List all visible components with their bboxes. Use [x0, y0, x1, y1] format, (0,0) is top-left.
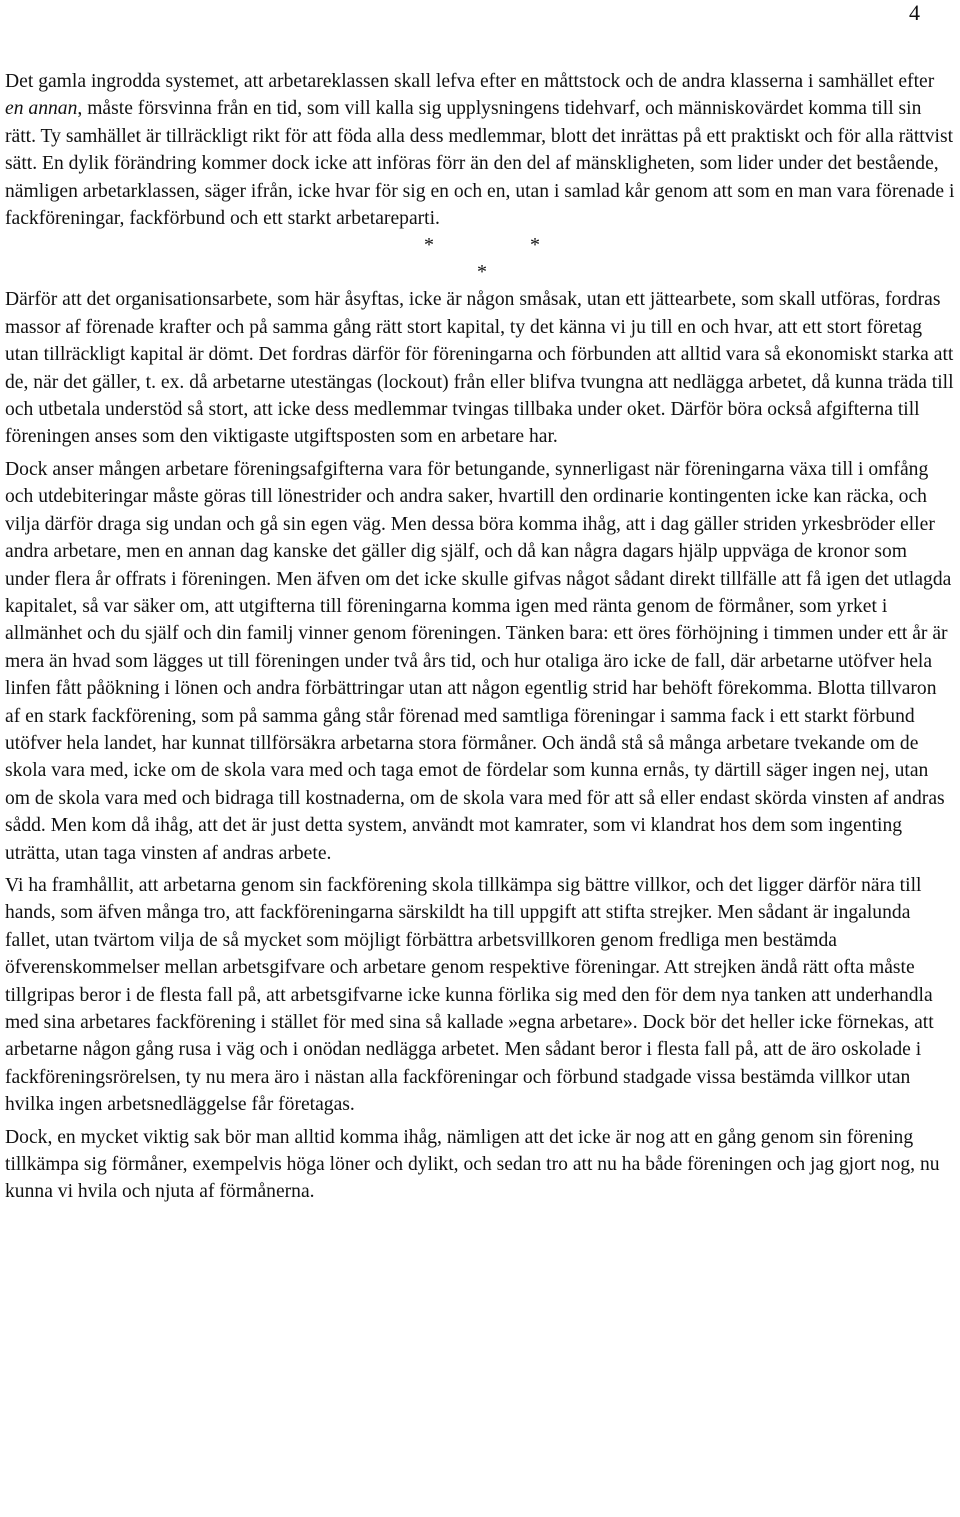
paragraph-1-text-b: , måste försvinna från en tid, som vill kalla sig upplysningens tidehvarf, och människovärdet komma till sin rätt. Ty samhället är tillräckligt rikt för att föda alla dess medlemmar, blott det inrättas på ett praktiskt och för alla rättvist sätt. En dylik förändring kommer dock icke att införas förr än den del af mänskligheten, som lider under det bestående, nämligen arbetarklassen, säger ifrån, icke hvar för sig en och en, utan i samlad kår genom att som en man vara förenade i fackföreningar, fackförbund och ett starkt arbetareparti.: [5, 98, 955, 230]
paragraph-1-emphasis: en annan: [5, 98, 78, 120]
separator-star-1: *: [424, 234, 434, 257]
paragraph-5: Dock, en mycket viktig sak bör man alltid komma ihåg, nämligen att det icke är nog att en gång genom sin förening tillkämpa sig förmåner, exempelvis höga löner och dylikt, och sedan tro att nu ha både föreningen och jag gjort nog, nu kunna vi hvila och njuta af förmånerna.: [5, 1126, 940, 1203]
separator-star-2: *: [530, 234, 540, 257]
paragraph-1: [5, 68, 955, 232]
paragraph-3: Dock anser mången arbetare föreningsafgifterna vara för betungande, synnerligast när föreningarna växa till i omfång och utdebiteringar måste göras till lönestrider och andra saker, hvartill den ordinarie kontingenten icke kan räcka, och vilja därför draga sig undan och gå sin egen väg. Men dessa böra komma ihåg, att i dag gäller striden yrkesbröder eller andra arbetare, men en annan dag kanske det gäller dig själf, och då kan några dagars hjälp uppväga de kronor som under flera år offrats i föreningen. Men äfven om det icke skulle gifvas något sådant direkt tillfälle att få igen det utlagda kapitalet, så var säker om, att utgifterna till föreningarna komma igen med ränta genom de förmåner, som yrket i allmänhet och du själf och din familj vinner genom föreningen. Tänken bara: ett öres förhöjning i timmen under ett år är mera än hvad som lägges ut till föreningen under två års tid, och hur otaliga äro icke de fall, där arbetarne utöfver hela linfen fått påökning i lönen och andra förbättringar utan att någon egentlig strid har behöft förekomma. Blotta tillvaron af en stark fackförening, som på samma gång står förenad med samtliga föreningar i samma fack i ett starkt förbund utöfver hela landet, har kunnat tillförsäkra arbetarna stora förmåner. Och ändå stå så många arbetare tvekande om de skola vara med, icke om de skola vara med och taga emot de fördelar som kunna ernås, ty därtill säger ingen nej, utan om de skola vara med och bidraga till kostnaderna, om de skola vara med för att så eller endast skörda vinsten af andras sådd. Men kom då ihåg, att det är just detta system, användt mot kamrater, som vi klandrat hos dem som ingenting uträtta, utan taga vinsten af andras arbete.: [5, 458, 952, 864]
paragraph-2: Därför att det organisationsarbete, som här åsyftas, icke är någon småsak, utan ett jättearbete, som skall utföras, fordras massor af förenade krafter och på samma gång rätt stort kapital, ty det känna vi ju till en och hvar, att ett stort företag utan tillräckligt kapital är dömt. Det fordras därför för föreningarna och förbunden att alltid vara så ekonomiskt starka att de, när det gäller, t. ex. då arbetarne utestängas (lockout) från eller blifva tvungna att nedlägga arbetet, då kunna träda till och utbetala understöd så stort, att icke dess medlemmar tvingas tillbaka under oket. Därför böra också afgifterna till föreningen anses som den viktigaste utgiftsposten som en arbetare har.: [5, 289, 954, 448]
paragraph-4: Vi ha framhållit, att arbetarna genom sin fackförening skola tillkämpa sig bättre villkor, och det ligger därför nära till hands, som äfven många tro, att fackföreningarna särskildt ha till uppgift att stifta strejker. Men sådant är ingalunda fallet, utan tvärtom vilja de så mycket som möjligt förbättra arbetsvillkoren genom fredliga men bestämda öfverenskommelser mellan arbetsgifvare och arbetare genom respektive föreningar. Att strejken ändå rätt ofta måste tillgripas beror i de flesta fall på, att arbetsgifvarne icke kunna förlika sig med den för dem nya tanken att underhandla med sina arbetares fackförening i stället för med sina så kallade »egna arbetare». Dock bör det heller icke förnekas, att arbetarne någon gång rusa i väg och i onödan nedlägga arbetet. Men sådant beror i flesta fall på, att de äro oskolade i fackföreningsrörelsen, ty nu mera äro i nästan alla fackföreningar och förbund stadgade vissa bestämda villkor utan hvilka ingen arbetsnedläggelse får företagas.: [5, 874, 934, 1116]
section-separator: [5, 232, 955, 286]
separator-star-3: *: [477, 261, 487, 284]
paragraph-1-text-a: Det gamla ingrodda systemet, att arbetareklassen skall lefva efter en måttstock och de andra klasserna i samhället efter: [5, 71, 935, 92]
document-body: [5, 68, 955, 1206]
page-number: 4: [909, 0, 920, 25]
